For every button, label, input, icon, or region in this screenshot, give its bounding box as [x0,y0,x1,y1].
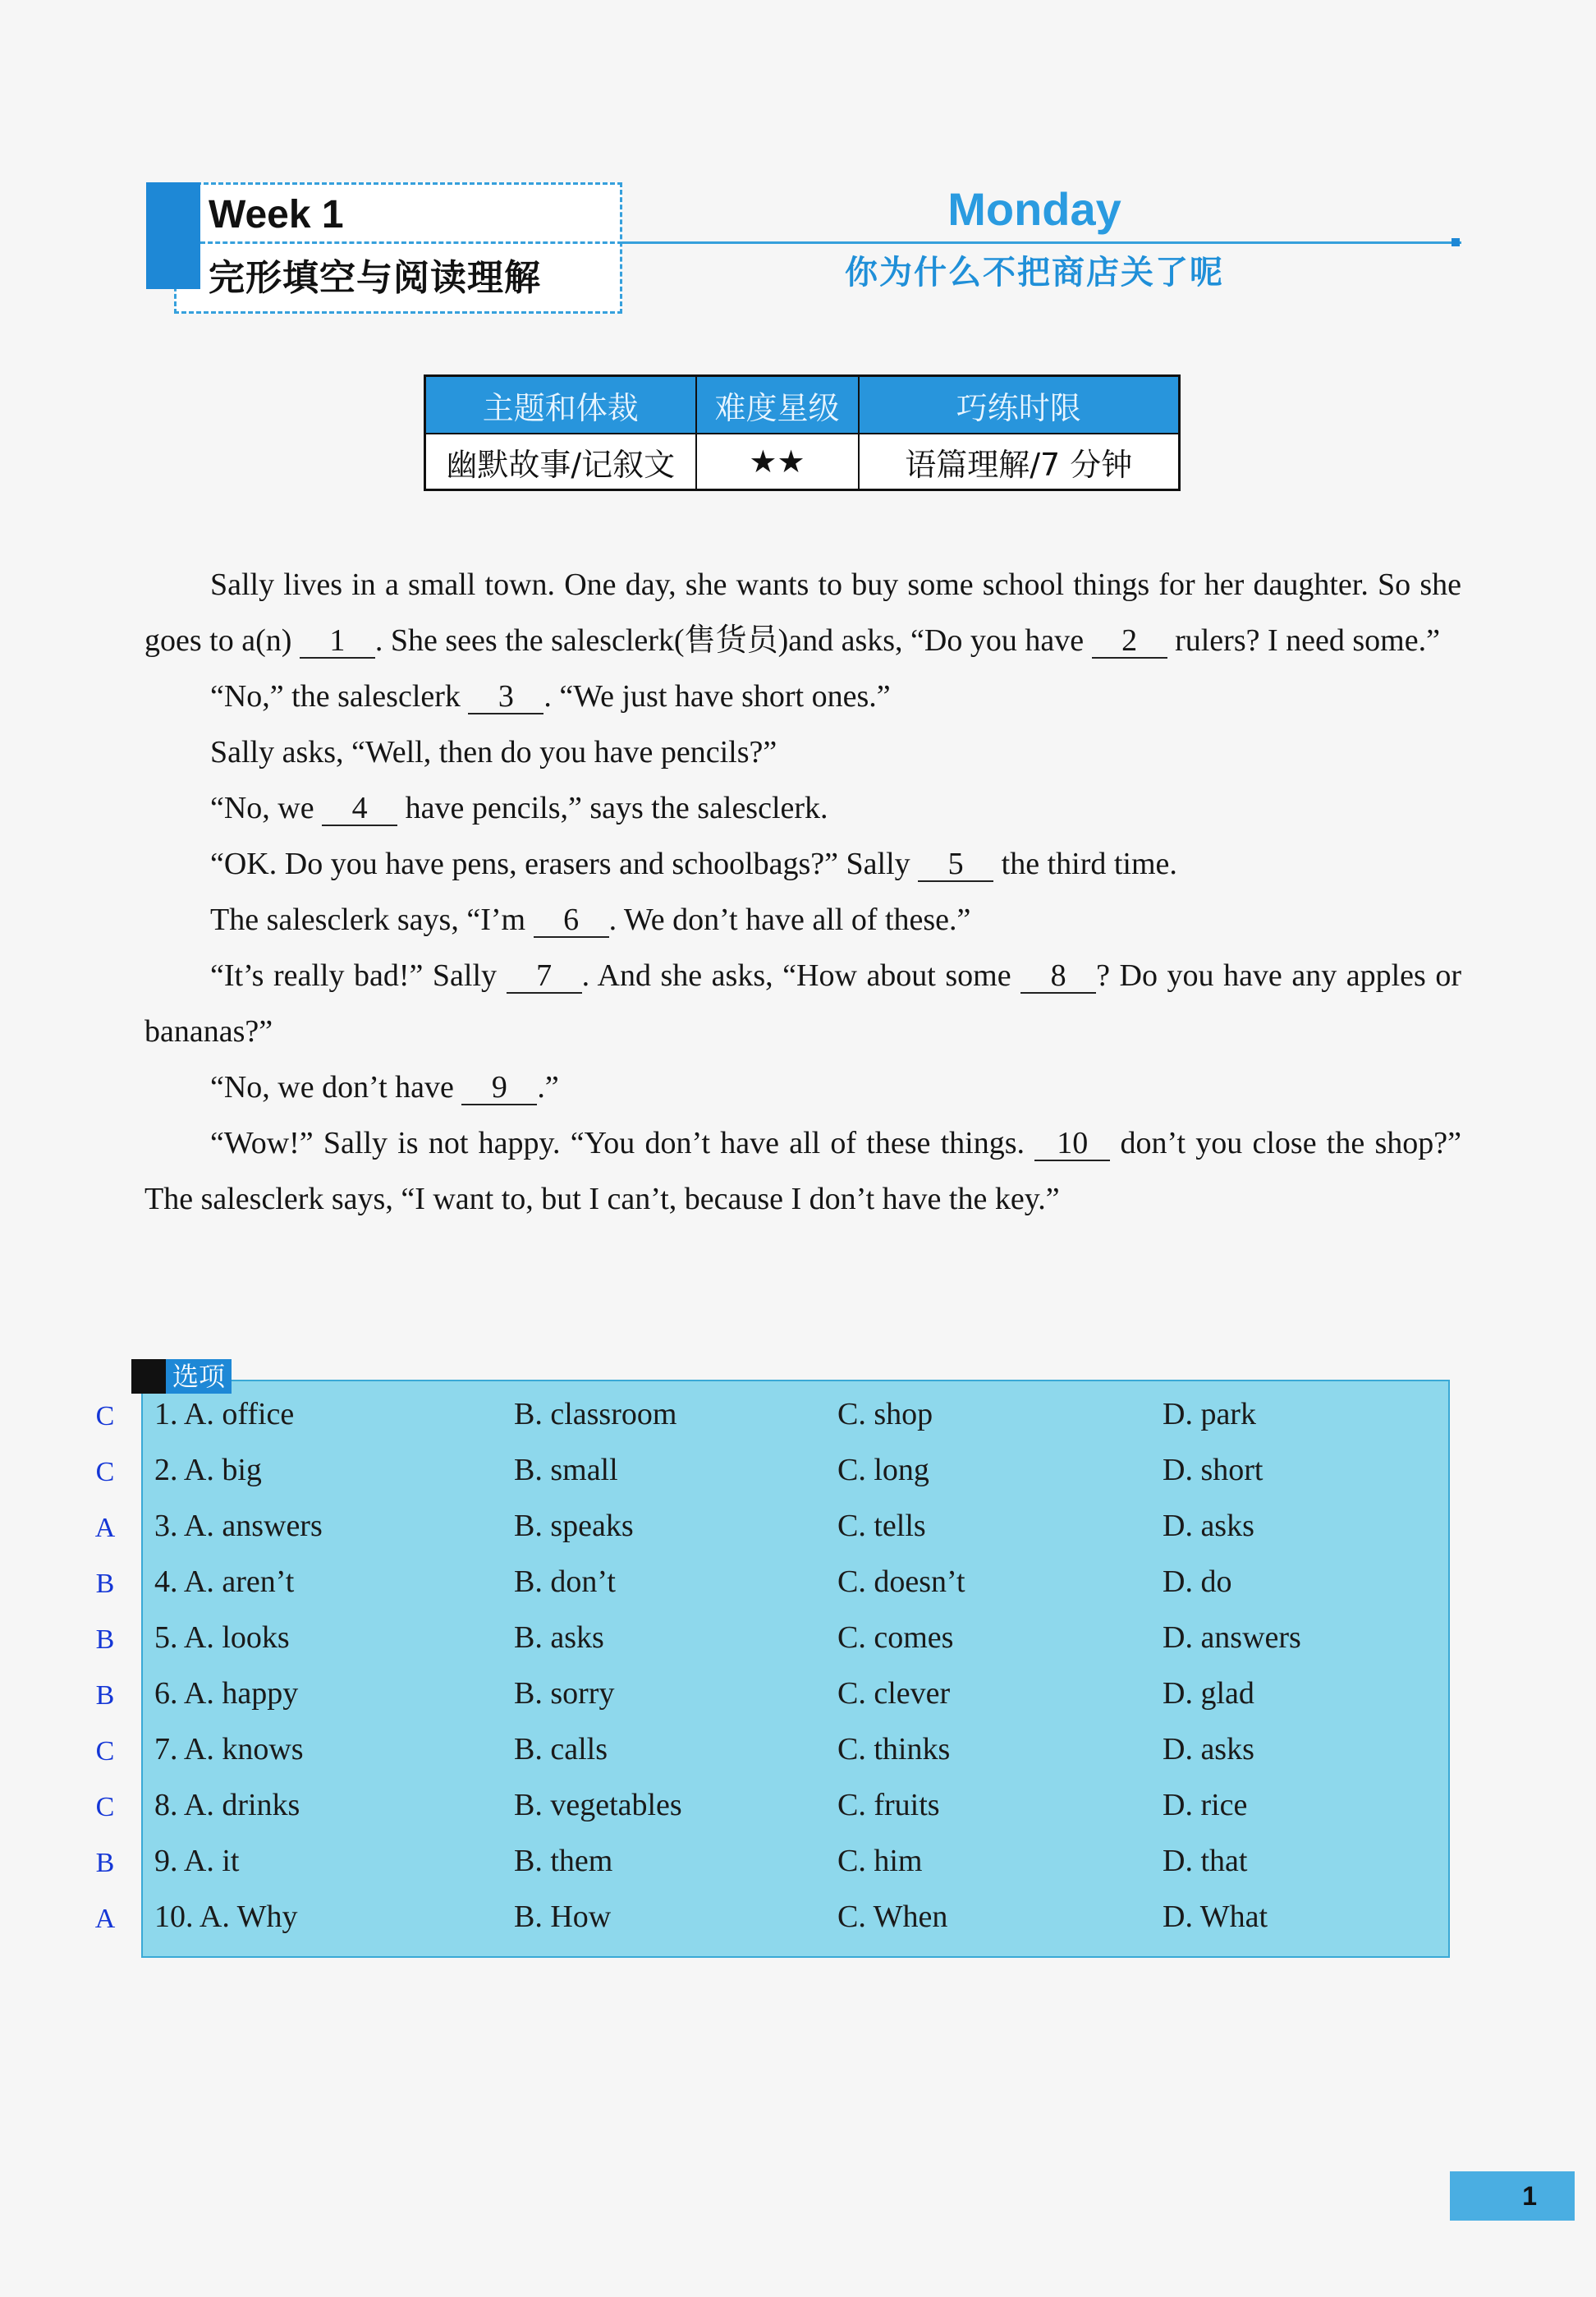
paragraph-text: “No,” the salesclerk [210,679,469,714]
info-value-difficulty: ★★ [696,434,859,490]
info-table-header-row [425,376,1180,434]
paragraph-text: “No, we [210,791,323,825]
day-label: Monday [947,183,1121,235]
option-c[interactable]: C. When [837,1900,948,1934]
option-d[interactable]: D. that [1163,1844,1248,1878]
option-a[interactable]: 4. A. aren’t [154,1564,295,1599]
paragraph-text: ? Do you have any apples or bananas?” [144,958,1462,1049]
option-a[interactable]: 3. A. answers [154,1509,323,1543]
option-row [143,1665,1452,1721]
option-d[interactable]: D. asks [1163,1732,1254,1766]
blank-7[interactable]: 7 [507,959,582,994]
option-c[interactable]: C. doesn’t [837,1564,965,1599]
paragraph-text: . “We just have short ones.” [543,679,891,714]
paragraph-text: The salesclerk says, “I’m [210,903,534,937]
option-a[interactable]: 2. A. big [154,1453,262,1487]
option-b[interactable]: B. don’t [514,1564,616,1599]
option-d[interactable]: D. What [1163,1900,1268,1934]
paragraph-1 [144,557,1461,668]
paragraph-text: . And she asks, “How about some [581,958,1021,993]
option-row [143,1554,1452,1610]
option-c[interactable]: C. clever [837,1676,951,1711]
option-a[interactable]: 6. A. happy [154,1676,299,1711]
info-header-time: 巧练时限 [859,376,1180,434]
option-d[interactable]: D. do [1163,1564,1232,1599]
info-table-value-row [425,434,1180,490]
section-header-divider [200,241,622,244]
blank-4[interactable]: 4 [322,792,397,826]
paragraph-text: “OK. Do you have pens, erasers and schoolbags?” Sally [210,847,919,881]
option-a[interactable]: 8. A. drinks [154,1788,300,1822]
week-label: Week 1 [209,193,344,237]
answer-mark: C [95,1401,115,1431]
paragraph-text: have pencils,” says the salesclerk. [397,791,828,825]
option-row [143,1833,1452,1889]
info-value-theme: 幽默故事/记叙文 [425,434,696,490]
option-b[interactable]: B. How [514,1900,612,1934]
info-header-difficulty: 难度星级 [696,376,859,434]
option-row [143,1889,1452,1945]
option-a[interactable]: 10. A. Why [154,1900,298,1934]
paragraph-text: . She sees the salesclerk(售货员)and asks, “Do you have [374,623,1092,658]
paragraph-5 [144,836,1461,892]
option-a[interactable]: 5. A. looks [154,1620,290,1655]
header-rule-dot [1452,238,1460,246]
option-row [143,1721,1452,1777]
answer-mark: C [95,1792,115,1822]
blank-8[interactable]: 8 [1020,959,1096,994]
answer-mark: A [94,1513,116,1543]
options-label-text: 选项 [166,1359,232,1394]
option-row [143,1386,1452,1442]
option-c[interactable]: C. him [837,1844,923,1878]
option-a[interactable]: 9. A. it [154,1844,240,1878]
paragraph-text: . We don’t have all of these.” [608,903,971,937]
option-b[interactable]: B. vegetables [514,1788,682,1822]
blank-9[interactable]: 9 [461,1071,537,1105]
answer-mark: B [95,1624,115,1655]
option-c[interactable]: C. thinks [837,1732,951,1766]
answer-mark: C [95,1736,115,1766]
option-d[interactable]: D. asks [1163,1509,1254,1543]
paragraph-4 [144,780,1461,836]
section-header-bar [146,182,200,289]
paragraph-text: “No, we don’t have [210,1070,462,1105]
section-title: 完形填空与阅读理解 [209,257,541,299]
option-b[interactable]: B. them [514,1844,613,1878]
option-d[interactable]: D. short [1163,1453,1264,1487]
blank-6[interactable]: 6 [534,903,609,938]
option-b[interactable]: B. classroom [514,1397,677,1431]
paragraph-8 [144,1059,1461,1115]
info-table [424,374,1181,491]
option-row [143,1610,1452,1665]
option-b[interactable]: B. calls [514,1732,608,1766]
option-b[interactable]: B. speaks [514,1509,634,1543]
option-d[interactable]: D. rice [1163,1788,1248,1822]
answer-mark: B [95,1680,115,1711]
option-row [143,1442,1452,1498]
page-number: 1 [1450,2171,1575,2221]
blank-2[interactable]: 2 [1092,624,1167,659]
blank-1[interactable]: 1 [300,624,375,659]
header-rule [622,241,1461,244]
paragraph-3: Sally asks, “Well, then do you have pencils?” [210,735,777,769]
option-a[interactable]: 1. A. office [154,1397,295,1431]
paragraph-text: rulers? I need some.” [1167,623,1440,658]
paragraph-6 [144,892,1461,948]
answer-mark: B [95,1569,115,1599]
option-d[interactable]: D. answers [1163,1620,1301,1655]
option-row [143,1498,1452,1554]
paragraph-2 [144,668,1461,724]
blank-10[interactable]: 10 [1034,1127,1110,1161]
blank-5[interactable]: 5 [918,848,993,882]
section-header [146,182,622,314]
answer-mark: A [94,1904,116,1934]
option-a[interactable]: 7. A. knows [154,1732,304,1766]
paragraph-text: “It’s really bad!” Sally [210,958,507,993]
options-box [141,1380,1450,1958]
paragraph-text: the third time. [993,847,1177,881]
paragraph-text: don’t you close the shop?” The salesclerk says, “I want to, but I can’t, because I don’t have the key.” [144,1126,1461,1216]
answer-mark: B [95,1848,115,1878]
option-b[interactable]: B. sorry [514,1676,615,1711]
options-label [131,1358,232,1394]
paragraph-9 [144,1115,1461,1227]
paragraph-text: “Wow!” Sally is not happy. “You don’t have all of these things. [210,1126,1035,1160]
option-d[interactable]: D. glad [1163,1676,1254,1711]
info-header-theme: 主题和体裁 [425,376,696,434]
options-label-square [131,1359,166,1394]
lesson-title: 你为什么不把商店关了呢 [845,254,1224,292]
option-b[interactable]: B. asks [514,1620,604,1655]
paragraph-7 [144,948,1461,1059]
option-d[interactable]: D. park [1163,1397,1256,1431]
option-b[interactable]: B. small [514,1453,618,1487]
option-c[interactable]: C. long [837,1453,929,1487]
passage [144,557,1461,1227]
option-c[interactable]: C. tells [837,1509,926,1543]
option-c[interactable]: C. fruits [837,1788,940,1822]
paragraph-text: Sally lives in a small town. One day, she wants to buy some school things for her daughter. So she goes to a(n) [144,567,1461,658]
option-row [143,1777,1452,1833]
answer-mark: C [95,1457,115,1487]
option-c[interactable]: C. shop [837,1397,933,1431]
paragraph-text: .” [537,1070,559,1105]
option-c[interactable]: C. comes [837,1620,954,1655]
info-value-time: 语篇理解/7 分钟 [859,434,1180,490]
blank-3[interactable]: 3 [468,680,543,714]
